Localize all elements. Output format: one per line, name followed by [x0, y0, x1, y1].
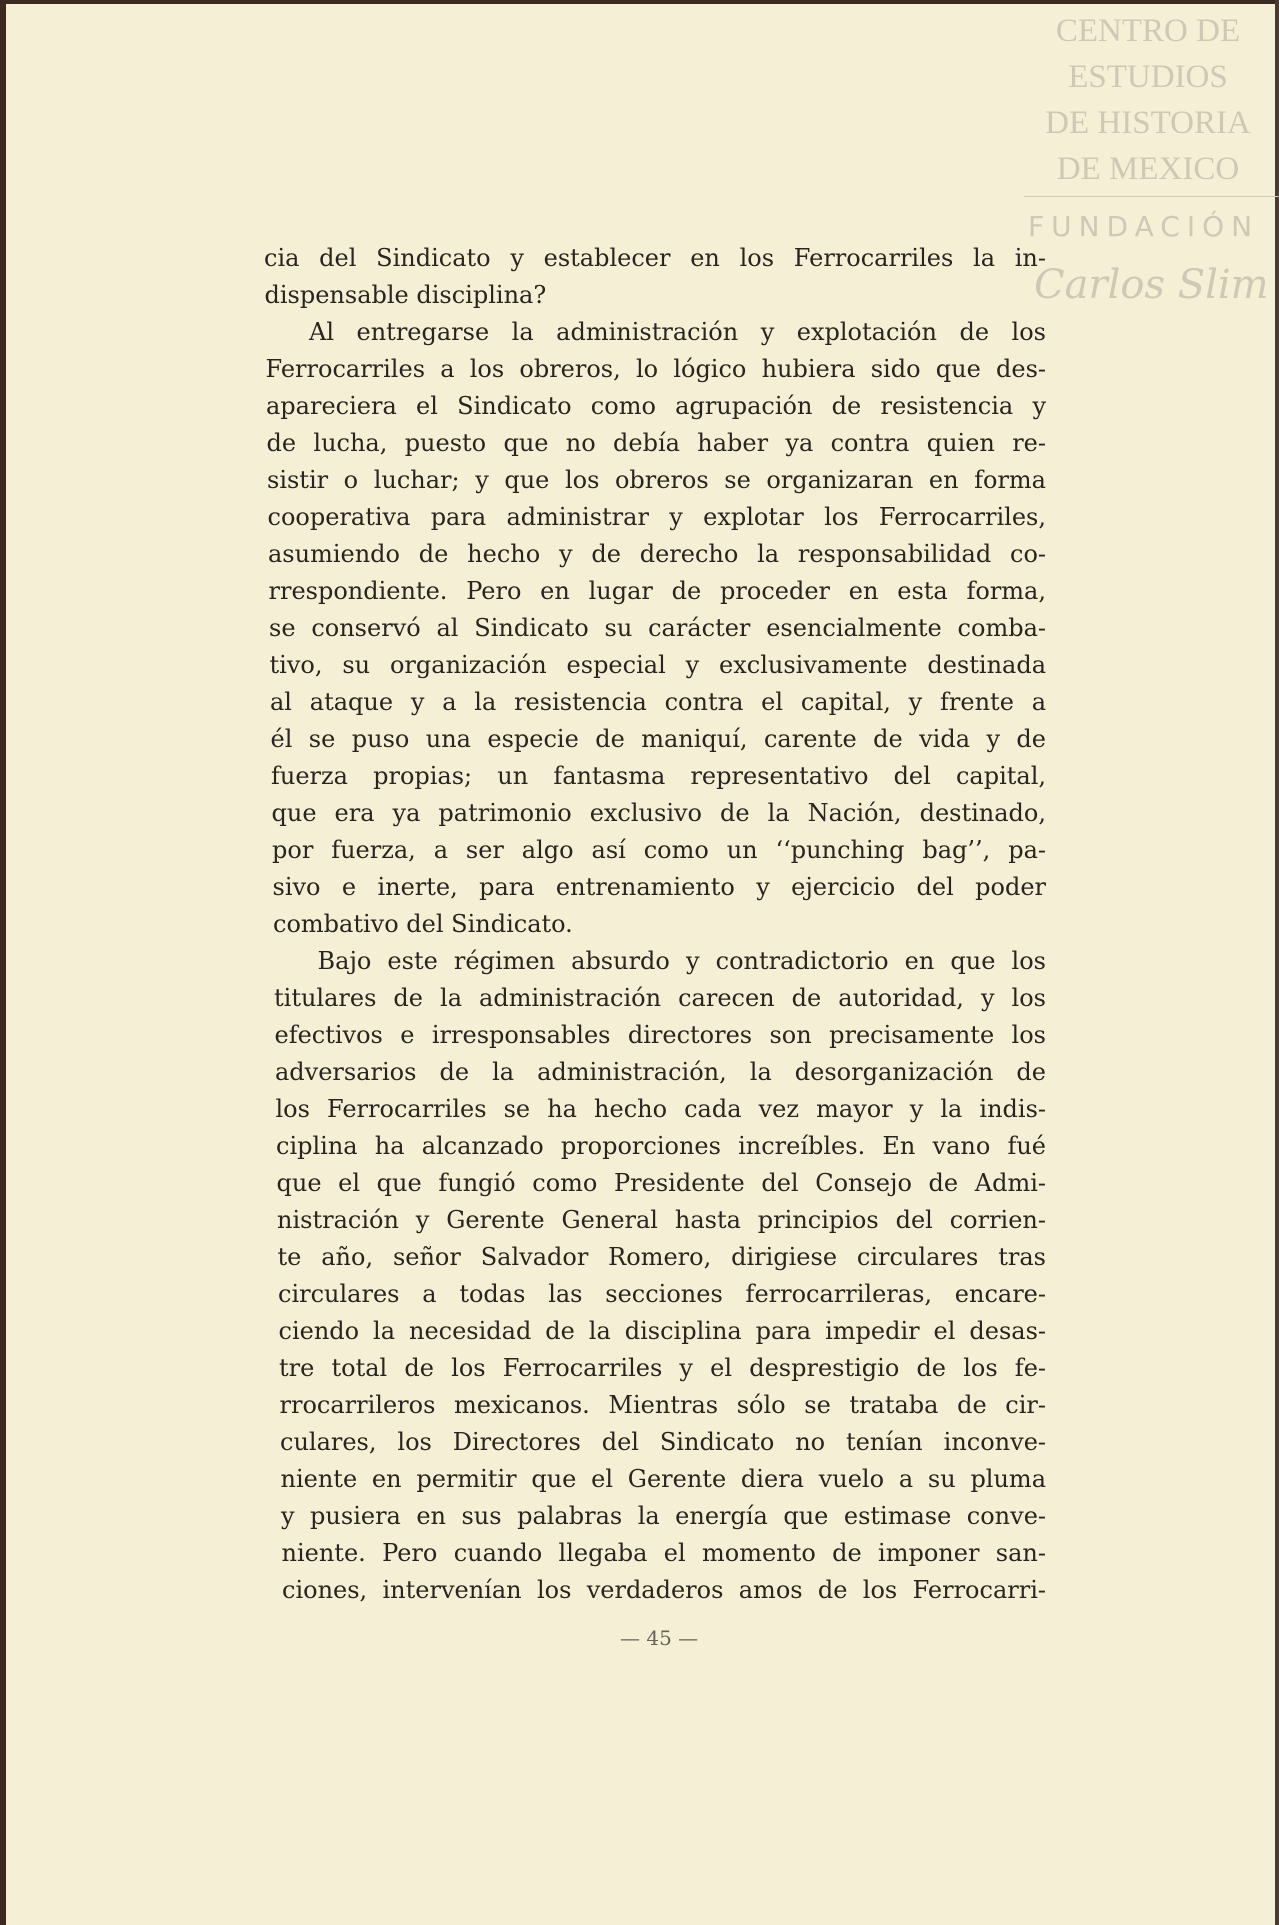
text-line: cooperativa para administrar y explotar los Ferrocarriles,	[267, 503, 1046, 531]
text-line: y pusiera en sus palabras la energía que estimase conve-	[281, 1502, 1046, 1530]
page-edge-left	[0, 0, 6, 1925]
text-line: apareciera el Sindicato como agrupación de resistencia y	[266, 392, 1046, 420]
text-line: Al entregarse la administración y explotación de los	[309, 318, 1046, 346]
watermark-line: DE MEXICO	[1056, 151, 1240, 187]
watermark-institution	[1020, 8, 1276, 192]
text-line: niente en permitir que el Gerente diera vuelo a su pluma	[280, 1465, 1046, 1493]
text-line: nistración y Gerente General hasta principios del corrien-	[277, 1206, 1046, 1234]
text-line: se conservó al Sindicato su carácter esencialmente comba-	[269, 614, 1046, 642]
text-line: sistir o luchar; y que los obreros se organizaran en forma	[267, 466, 1046, 494]
text-line: rrocarrileros mexicanos. Mientras sólo se trataba de cir-	[279, 1391, 1046, 1419]
text-line: Ferrocarriles a los obreros, lo lógico hubiera sido que des-	[265, 355, 1046, 383]
text-line: ciplina ha alcanzado proporciones increíbles. En vano fué	[276, 1132, 1046, 1160]
text-line: tivo, su organización especial y exclusivamente destinada	[269, 651, 1046, 679]
text-line: niente. Pero cuando llegaba el momento de imponer san-	[281, 1539, 1046, 1567]
text-line: él se puso una especie de maniquí, carente de vida y de	[270, 725, 1046, 753]
text-line: combativo del Sindicato.	[273, 910, 573, 938]
text-line: efectivos e irresponsables directores son precisamente los	[274, 1021, 1046, 1049]
watermark-signature: Carlos Slim	[1034, 262, 1269, 308]
page-edge-right	[1275, 0, 1279, 1925]
watermark-line: DE HISTORIA	[1045, 105, 1251, 141]
text-line: te año, señor Salvador Romero, dirigiese circulares tras	[277, 1243, 1046, 1271]
text-line: sivo e inerte, para entrenamiento y ejercicio del poder	[272, 873, 1046, 901]
page-edge-top	[0, 0, 1279, 4]
text-line: titulares de la administración carecen de autoridad, y los	[274, 984, 1046, 1012]
text-line: ciones, intervenían los verdaderos amos de los Ferrocarri-	[282, 1576, 1046, 1604]
watermark-foundation: FUNDACIÓN	[1028, 210, 1260, 243]
text-line: adversarios de la administración, la desorganización de	[275, 1058, 1046, 1086]
page-number: — 45 —	[620, 1626, 699, 1650]
text-line: los Ferrocarriles se ha hecho cada vez mayor y la indis-	[275, 1095, 1046, 1123]
text-line: asumiendo de hecho y de derecho la responsabilidad co-	[268, 540, 1046, 568]
text-line: cia del Sindicato y establecer en los Ferrocarriles la in-	[264, 244, 1046, 272]
body-text	[264, 240, 1046, 1609]
text-line: Bajo este régimen absurdo y contradictorio en que los	[317, 947, 1046, 975]
text-line: por fuerza, a ser algo así como un ‘‘punching bag’’, pa-	[272, 836, 1046, 864]
text-line: que era ya patrimonio exclusivo de la Nación, destinado,	[271, 799, 1046, 827]
text-line: fuerza propias; un fantasma representativo del capital,	[271, 762, 1046, 790]
text-line: rrespondiente. Pero en lugar de proceder en esta forma,	[268, 577, 1046, 605]
text-line: que el que fungió como Presidente del Consejo de Admi-	[276, 1169, 1046, 1197]
text-line: dispensable disciplina?	[264, 281, 547, 309]
text-line: ciendo la necesidad de la disciplina para impedir el desas-	[278, 1317, 1046, 1345]
text-line: tre total de los Ferrocarriles y el desprestigio de los fe-	[279, 1354, 1046, 1382]
watermark-line: ESTUDIOS	[1068, 59, 1228, 95]
text-line: circulares a todas las secciones ferrocarrileras, encare-	[278, 1280, 1046, 1308]
text-line: culares, los Directores del Sindicato no tenían inconve-	[280, 1428, 1046, 1456]
text-line: de lucha, puesto que no debía haber ya contra quien re-	[266, 429, 1046, 457]
watermark-divider	[1024, 196, 1279, 197]
watermark-line: CENTRO DE	[1055, 13, 1241, 49]
text-line: al ataque y a la resistencia contra el capital, y frente a	[270, 688, 1046, 716]
